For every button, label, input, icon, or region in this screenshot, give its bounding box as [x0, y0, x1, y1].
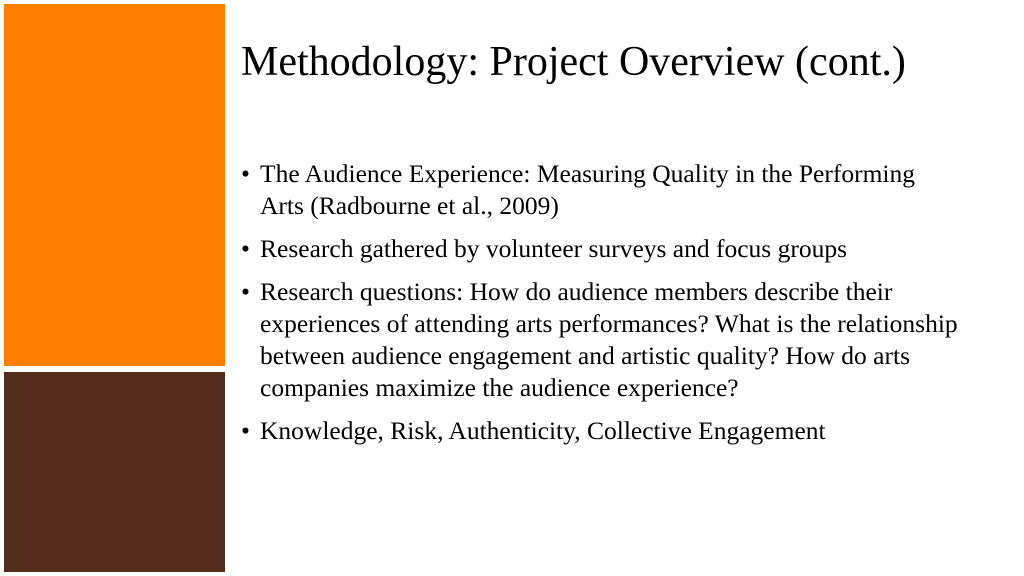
bullet-marker: •: [241, 277, 250, 306]
bullet-item-themes: [241, 415, 961, 447]
bullet-marker: •: [241, 234, 250, 263]
bullet-text: Research questions: How do audience members describe their experiences of attending arts performances? What is the relationship between audience engagement and artistic quality? How do arts companies maximize the audience experience?: [260, 277, 958, 402]
bullet-item-research-questions: [241, 276, 961, 404]
bullet-text: The Audience Experience: Measuring Quality in the Performing Arts (Radbourne et al., 2009): [260, 159, 916, 220]
brown-accent-block: [4, 372, 225, 572]
slide-title: Methodology: Project Overview (cont.): [241, 39, 906, 85]
bullet-text: Research gathered by volunteer surveys and focus groups: [260, 234, 848, 263]
bullet-marker: •: [241, 159, 250, 188]
orange-accent-block: [4, 4, 225, 366]
bullet-text: Knowledge, Risk, Authenticity, Collective Engagement: [260, 416, 826, 445]
bullet-list: [241, 158, 961, 458]
bullet-marker: •: [241, 416, 250, 445]
bullet-item-data-collection: [241, 233, 961, 265]
bullet-item-source: [241, 158, 961, 222]
